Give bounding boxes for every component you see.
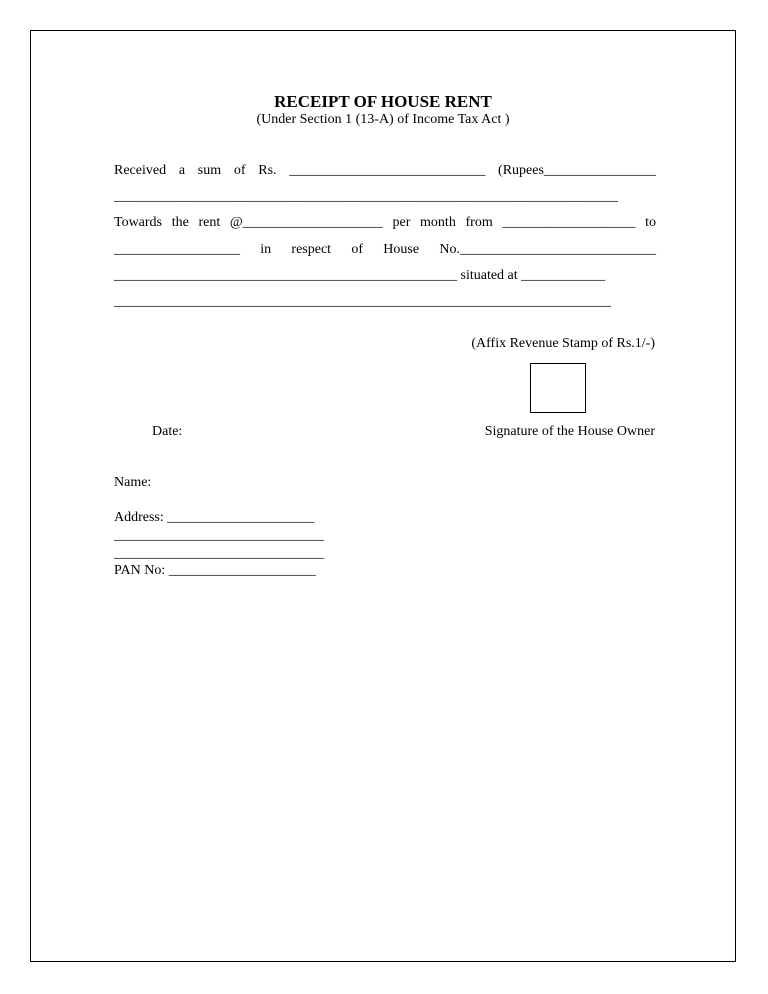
address-line-3: ______________________________: [114, 546, 324, 561]
received-sum-line: [114, 163, 656, 179]
word: month: [420, 215, 456, 230]
rent-blank: @____________________: [229, 215, 383, 230]
word: from: [465, 215, 493, 230]
word: rent: [198, 215, 221, 230]
to-date-blank: __________________: [114, 242, 240, 257]
page-subtitle: (Under Section 1 (13-A) of Income Tax Act ): [256, 112, 510, 127]
word: respect: [291, 242, 332, 257]
amount-blank: ____________________________: [289, 163, 486, 178]
date-label: Date:: [152, 424, 183, 439]
word: in: [260, 242, 272, 257]
rent-line: [114, 215, 656, 231]
word: House: [383, 242, 420, 257]
pan-field: PAN No: _____________________: [114, 563, 316, 578]
situated-line: _________________________________________________ situated at ____________: [114, 268, 606, 283]
address-blank-line: _______________________________________________________________________: [114, 294, 611, 309]
word: to: [645, 215, 656, 230]
revenue-stamp-box: [530, 363, 586, 413]
word: Rs.: [258, 163, 277, 178]
word: of: [351, 242, 364, 257]
word: the: [171, 215, 189, 230]
word: Received: [114, 163, 167, 178]
house-no-line: [114, 242, 656, 258]
word: a: [178, 163, 186, 178]
word: Towards: [114, 215, 163, 230]
word: sum: [197, 163, 222, 178]
receipt-page: [30, 30, 736, 962]
address-field: Address: _____________________: [114, 510, 315, 525]
page-title: RECEIPT OF HOUSE RENT: [274, 92, 492, 111]
rupees-words-blank: ________________________________________________________________________: [114, 189, 618, 204]
name-label: Name:: [114, 475, 152, 490]
rupees-blank: (Rupees________________: [498, 163, 656, 178]
word: per: [392, 215, 411, 230]
house-no-blank: No.____________________________: [439, 242, 656, 257]
from-date-blank: ___________________: [502, 215, 636, 230]
signature-label: Signature of the House Owner: [484, 424, 655, 439]
revenue-stamp-note: (Affix Revenue Stamp of Rs.1/-): [471, 336, 655, 351]
word: of: [233, 163, 246, 178]
address-line-2: ______________________________: [114, 528, 324, 543]
